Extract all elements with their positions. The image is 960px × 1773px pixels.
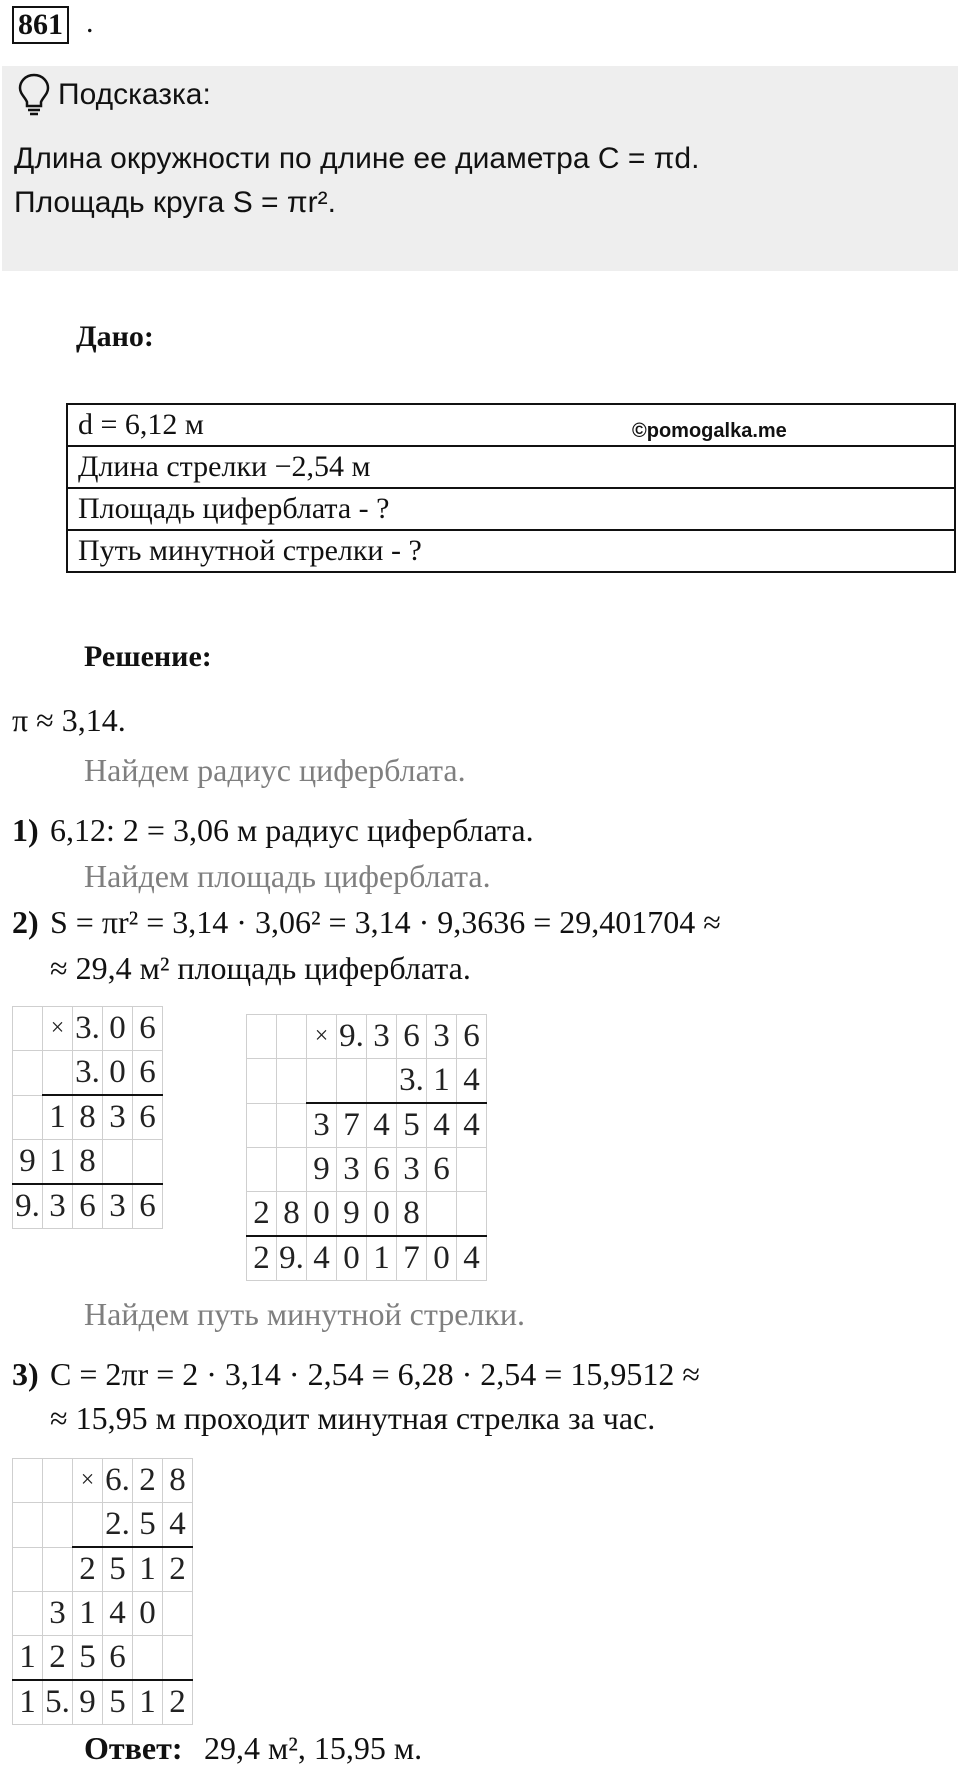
grid-cell: 1	[427, 1059, 457, 1104]
note-radius: Найдем радиус циферблата.	[84, 752, 466, 788]
grid-cell: 4	[307, 1236, 337, 1281]
note-path: Найдем путь минутной стрелки.	[84, 1296, 526, 1332]
step2-line-a: S = πr² = 3,14 · 3,06² = 3,14 · 9,3636 = 29,401704 ≈	[50, 904, 721, 940]
grid-cell	[427, 1192, 457, 1237]
given-row: Длина стрелки −2,54 м	[67, 446, 955, 488]
grid-cell: 0	[103, 1007, 133, 1051]
grid-cell: 5	[397, 1103, 427, 1148]
grid-cell: 0	[103, 1051, 133, 1096]
grid-cell	[307, 1059, 337, 1104]
grid-cell: 1	[13, 1636, 43, 1681]
grid-cell	[247, 1015, 277, 1059]
grid-cell	[13, 1592, 43, 1636]
grid-cell: 4	[457, 1236, 487, 1281]
grid-cell: 3	[337, 1148, 367, 1192]
grid-cell: 1	[367, 1236, 397, 1281]
grid-cell: 4	[457, 1059, 487, 1104]
step3-line-b: ≈ 15,95 м проходит минутная стрелка за час.	[50, 1400, 656, 1436]
grid-cell: 5	[103, 1680, 133, 1725]
grid-cell: 5	[73, 1636, 103, 1681]
calc-grid-3	[12, 1458, 193, 1725]
grid-cell: 1	[73, 1592, 103, 1636]
grid-cell: 2	[247, 1192, 277, 1237]
grid-cell	[163, 1636, 193, 1681]
note-area: Найдем площадь циферблата.	[84, 858, 491, 894]
grid-cell: 8	[73, 1140, 103, 1185]
calc-grid-2	[246, 1014, 487, 1281]
grid-cell: 1	[43, 1095, 73, 1140]
grid-cell: 6	[397, 1015, 427, 1059]
answer-label: Ответ:	[84, 1730, 183, 1766]
grid-cell: 6	[427, 1148, 457, 1192]
grid-cell: 9.	[337, 1015, 367, 1059]
given-row: Площадь циферблата - ?	[67, 488, 955, 530]
grid-cell	[103, 1140, 133, 1185]
grid-cell: 0	[427, 1236, 457, 1281]
times-sign: ×	[307, 1015, 337, 1059]
grid-cell: 3	[103, 1095, 133, 1140]
grid-cell: 3	[103, 1184, 133, 1229]
grid-cell: 3.	[397, 1059, 427, 1104]
grid-cell	[247, 1059, 277, 1104]
grid-cell	[277, 1059, 307, 1104]
answer-text: 29,4 м², 15,95 м.	[204, 1730, 423, 1766]
hint-line-2: Площадь круга S = πr².	[14, 186, 336, 219]
grid-cell	[133, 1140, 163, 1185]
grid-cell	[277, 1148, 307, 1192]
given-heading: Дано:	[76, 320, 154, 353]
grid-cell: 0	[307, 1192, 337, 1237]
grid-cell: 3	[367, 1015, 397, 1059]
grid-cell: 4	[103, 1592, 133, 1636]
grid-cell	[163, 1592, 193, 1636]
step1-text: 6,12: 2 = 3,06 м радиус циферблата.	[50, 812, 534, 848]
problem-number-dot: .	[86, 6, 94, 39]
grid-cell: 8	[277, 1192, 307, 1237]
watermark: ©pomogalka.me	[632, 420, 787, 442]
grid-cell: 0	[367, 1192, 397, 1237]
grid-cell	[277, 1015, 307, 1059]
grid-cell: 3.	[73, 1051, 103, 1096]
grid-cell: 1	[43, 1140, 73, 1185]
grid-cell	[43, 1547, 73, 1592]
grid-cell: 6	[133, 1095, 163, 1140]
grid-cell: 7	[397, 1236, 427, 1281]
grid-cell	[277, 1103, 307, 1148]
given-table	[66, 403, 956, 573]
grid-cell: 1	[13, 1680, 43, 1725]
calc-grid-1	[12, 1006, 163, 1229]
grid-cell: 2	[163, 1680, 193, 1725]
step1-label: 1)	[12, 812, 39, 848]
grid-cell	[337, 1059, 367, 1104]
grid-cell: 8	[73, 1095, 103, 1140]
grid-cell: 6	[133, 1184, 163, 1229]
grid-cell: 5	[103, 1547, 133, 1592]
grid-cell: 9	[73, 1680, 103, 1725]
grid-cell: 2	[163, 1547, 193, 1592]
grid-cell	[13, 1459, 43, 1503]
grid-cell	[13, 1503, 43, 1548]
grid-cell	[73, 1503, 103, 1548]
grid-cell: 0	[337, 1236, 367, 1281]
hint-line-1: Длина окружности по длине ее диаметра C = πd.	[14, 142, 700, 175]
grid-cell	[133, 1636, 163, 1681]
times-sign: ×	[43, 1007, 73, 1051]
grid-cell: 6.	[103, 1459, 133, 1503]
grid-cell: 3	[43, 1592, 73, 1636]
grid-cell: 6	[367, 1148, 397, 1192]
grid-cell: 3	[43, 1184, 73, 1229]
hint-title: Подсказка:	[58, 78, 211, 111]
given-row: Путь минутной стрелки - ?	[67, 530, 955, 572]
grid-cell: 6	[73, 1184, 103, 1229]
step3-label: 3)	[12, 1356, 39, 1392]
grid-cell: 9	[13, 1140, 43, 1185]
step2-line-b: ≈ 29,4 м² площадь циферблата.	[50, 950, 471, 986]
grid-cell: 3.	[73, 1007, 103, 1051]
grid-cell: 9	[337, 1192, 367, 1237]
grid-cell: 3	[307, 1103, 337, 1148]
grid-cell: 3	[397, 1148, 427, 1192]
grid-cell: 6	[133, 1051, 163, 1096]
grid-cell: 6	[103, 1636, 133, 1681]
grid-cell	[457, 1192, 487, 1237]
grid-cell	[13, 1095, 43, 1140]
grid-cell: 4	[163, 1503, 193, 1548]
grid-cell: 1	[133, 1547, 163, 1592]
grid-cell: 2	[43, 1636, 73, 1681]
grid-cell: 4	[427, 1103, 457, 1148]
grid-cell: 5.	[43, 1680, 73, 1725]
grid-cell	[367, 1059, 397, 1104]
step2-label: 2)	[12, 904, 39, 940]
grid-cell: 9.	[13, 1184, 43, 1229]
grid-cell	[13, 1547, 43, 1592]
grid-cell: 3	[427, 1015, 457, 1059]
grid-cell: 2	[73, 1547, 103, 1592]
grid-cell	[43, 1503, 73, 1548]
grid-cell: 4	[457, 1103, 487, 1148]
grid-cell: 6	[457, 1015, 487, 1059]
pi-approx: π ≈ 3,14.	[12, 702, 126, 738]
grid-cell: 2.	[103, 1503, 133, 1548]
grid-cell	[457, 1148, 487, 1192]
grid-cell: 4	[367, 1103, 397, 1148]
grid-cell	[247, 1148, 277, 1192]
grid-cell	[13, 1051, 43, 1096]
solution-heading: Решение:	[84, 640, 212, 673]
grid-cell: 0	[133, 1592, 163, 1636]
step3-line-a: C = 2πr = 2 · 3,14 · 2,54 = 6,28 · 2,54 = 15,9512 ≈	[50, 1356, 700, 1392]
grid-cell: 7	[337, 1103, 367, 1148]
given-row: d = 6,12 м	[67, 404, 955, 446]
grid-cell: 9	[307, 1148, 337, 1192]
grid-cell: 9.	[277, 1236, 307, 1281]
grid-cell: 1	[133, 1680, 163, 1725]
grid-cell: 2	[133, 1459, 163, 1503]
grid-cell: 2	[247, 1236, 277, 1281]
grid-cell: 8	[397, 1192, 427, 1237]
problem-number: 861	[12, 6, 69, 44]
grid-cell	[13, 1007, 43, 1051]
grid-cell	[43, 1051, 73, 1096]
grid-cell: 6	[133, 1007, 163, 1051]
times-sign: ×	[73, 1459, 103, 1503]
lightbulb-icon	[16, 72, 52, 116]
grid-cell: 5	[133, 1503, 163, 1548]
grid-cell	[43, 1459, 73, 1503]
grid-cell	[247, 1103, 277, 1148]
grid-cell: 8	[163, 1459, 193, 1503]
